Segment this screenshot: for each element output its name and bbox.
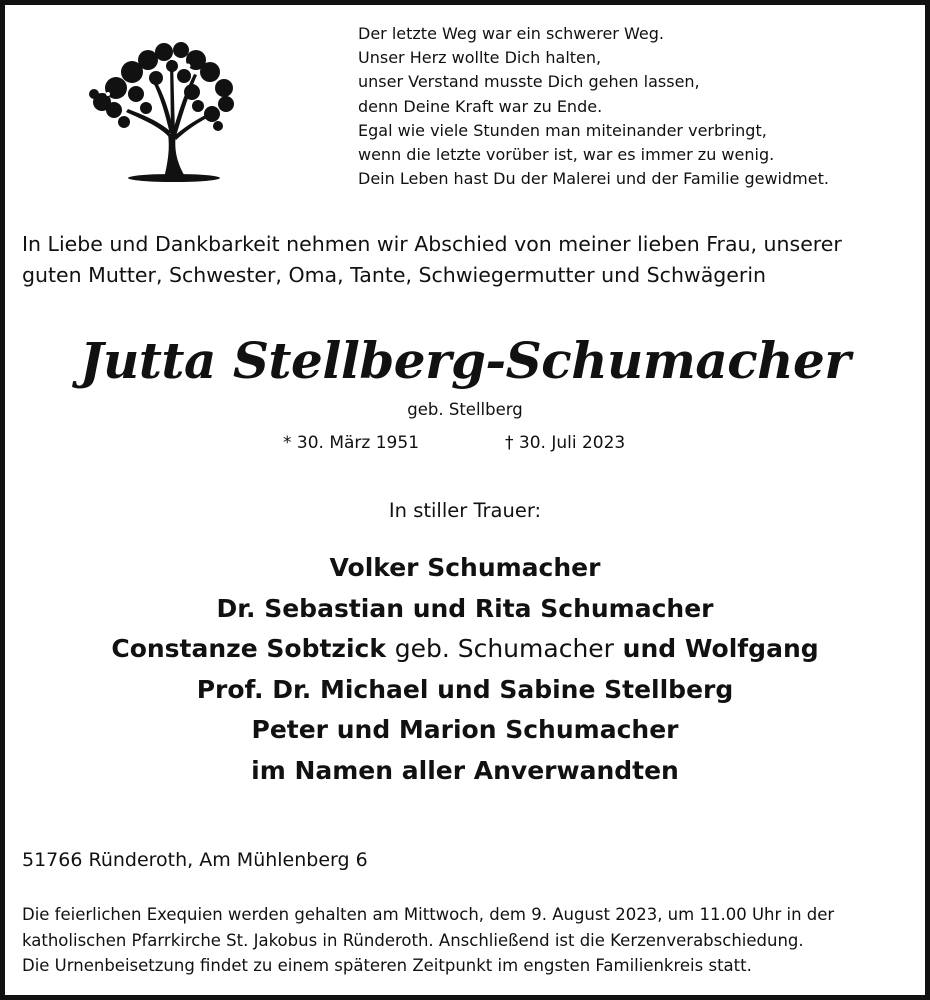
poem bbox=[358, 22, 918, 191]
mourner-name: und Wolfgang bbox=[622, 634, 819, 663]
poem-line: Egal wie viele Stunden man miteinander verbringt, bbox=[358, 120, 767, 140]
notice-line: Die Urnenbeisetzung findet zu einem späteren Zeitpunkt im engsten Familienkreis statt. bbox=[22, 956, 752, 975]
mourner-line: im Namen aller Anverwandten bbox=[251, 755, 679, 785]
address: 51766 Ründeroth, Am Mühlenberg 6 bbox=[22, 849, 368, 871]
mourner-line: Dr. Sebastian und Rita Schumacher bbox=[216, 593, 714, 623]
poem-line: denn Deine Kraft war zu Ende. bbox=[358, 96, 603, 116]
funeral-notice bbox=[22, 902, 922, 979]
mourning-label: In stiller Trauer: bbox=[388, 499, 542, 522]
mourner-name: Constanze Sobtzick bbox=[111, 634, 386, 663]
poem-line: Der letzte Weg war ein schwerer Weg. bbox=[358, 24, 664, 43]
born-name: geb. Stellberg bbox=[407, 400, 523, 419]
mourner-line bbox=[0, 629, 930, 670]
notice-line: katholischen Pfarrkirche St. Jakobus in Ründeroth. Anschließend ist die Kerzenverabschiedung. bbox=[22, 930, 804, 950]
poem-line: Unser Herz wollte Dich halten, bbox=[358, 48, 602, 68]
birth-date: * 30. März 1951 bbox=[283, 433, 420, 453]
intro-line: In Liebe und Dankbarkeit nehmen wir Abschied von meiner lieben Frau, unserer bbox=[22, 232, 842, 256]
tree-icon bbox=[86, 30, 236, 186]
mourner-line: Peter und Marion Schumacher bbox=[251, 715, 679, 744]
death-date: † 30. Juli 2023 bbox=[505, 433, 626, 453]
poem-line: Dein Leben hast Du der Malerei und der Familie gewidmet. bbox=[358, 169, 829, 189]
mourners-list bbox=[0, 548, 930, 791]
deceased-name: Jutta Stellberg-Schumacher bbox=[79, 331, 851, 390]
mourner-line: Prof. Dr. Michael und Sabine Stellberg bbox=[196, 674, 734, 704]
mourner-line: Volker Schumacher bbox=[329, 553, 601, 582]
poem-line: wenn die letzte vorüber ist, war es immer zu wenig. bbox=[358, 145, 775, 165]
mourner-born-name: geb. Schumacher bbox=[394, 634, 614, 663]
intro-line: guten Mutter, Schwester, Oma, Tante, Schwiegermutter und Schwägerin bbox=[22, 263, 767, 287]
farewell-intro bbox=[22, 229, 912, 291]
notice-line: Die feierlichen Exequien werden gehalten am Mittwoch, dem 9. August 2023, um 11.00 Uhr in der bbox=[22, 905, 835, 924]
poem-line: unser Verstand musste Dich gehen lassen, bbox=[358, 72, 700, 92]
